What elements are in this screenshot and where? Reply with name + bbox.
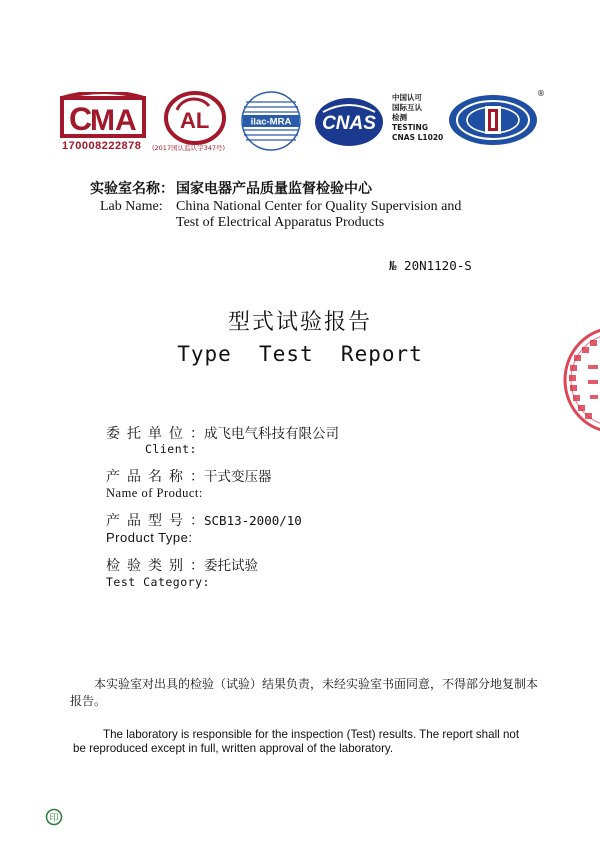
field-colon: ： (190, 558, 204, 574)
cal-logo (163, 90, 227, 146)
cma-logo (60, 92, 146, 140)
lab-name-label-en: Lab Name: (100, 199, 163, 214)
lab-name-en: China National Center for Quality Supervision and Test of Electrical Apparatus Products (176, 199, 462, 230)
field-label-en: Name of Product: (106, 486, 203, 500)
cma-number: 170008222878 (62, 140, 142, 152)
lab-name-cn: 国家电器产品质量监督检验中心 (176, 181, 372, 197)
field-colon: ： (190, 513, 204, 529)
field-product-name (106, 465, 272, 486)
field-label-en: Test Category: (106, 575, 210, 589)
field-colon: ： (190, 426, 204, 442)
cqc-logo (447, 88, 545, 148)
cnas-logo (313, 96, 385, 148)
cnas-side-line: 检测 (392, 113, 407, 122)
cma-sub-text: (2017国认监认字347号) (152, 144, 226, 152)
cnas-side-line: CNAS L1020 (392, 133, 444, 142)
field-label-cn: 检验类别 (106, 558, 190, 574)
field-client (106, 422, 339, 443)
cnas-logo-text: CNAS (322, 113, 376, 134)
field-value: SCB13-2000/10 (204, 513, 302, 528)
field-label-en: Client: (145, 442, 197, 456)
statement-en: The laboratory is responsible for the inspection (Test) results. The report shall not be reproduced except in full, written approval of the laboratory. (73, 728, 520, 755)
field-product-type (106, 510, 302, 530)
cnas-side-line: 中国认可 (392, 93, 422, 102)
field-value: 成飞电气科技有限公司 (204, 426, 339, 442)
ilac-logo-text: ilac-MRA (250, 116, 292, 128)
official-seal-icon (560, 325, 600, 435)
page-title-cn: 型式试验报告 (227, 310, 372, 335)
footer-mark-text: 印 (49, 813, 59, 824)
report-number: № 20N1120-S (389, 258, 472, 273)
field-colon: ： (190, 469, 204, 485)
field-label-en: Product Type: (106, 530, 193, 545)
field-test-category (106, 554, 258, 575)
field-value: 干式变压器 (204, 469, 272, 485)
cnas-side-line: 国际互认 (392, 103, 422, 112)
lab-name-label-cn: 实验室名称： (90, 181, 174, 197)
footer-mark-icon (45, 808, 63, 826)
field-value: 委托试验 (204, 558, 258, 574)
statement-cn: 本实验室对出具的检验（试验）结果负责，未经实验室书面同意，不得部分地复制本报告。 (70, 677, 539, 708)
field-label-cn: 委托单位 (106, 426, 190, 442)
cma-logo-text: MA (90, 104, 137, 137)
cnas-side-line: TESTING (392, 123, 428, 132)
cnas-side-text (392, 93, 443, 143)
cal-logo-text: AL (180, 108, 210, 133)
registered-mark: ® (537, 89, 545, 98)
field-label-cn: 产品型号 (106, 513, 190, 529)
ilac-mra-logo (240, 90, 302, 152)
page-title-en: Type Test Report (177, 342, 423, 366)
field-label-cn: 产品名称 (106, 469, 190, 485)
svg-text:C: C (69, 101, 93, 137)
